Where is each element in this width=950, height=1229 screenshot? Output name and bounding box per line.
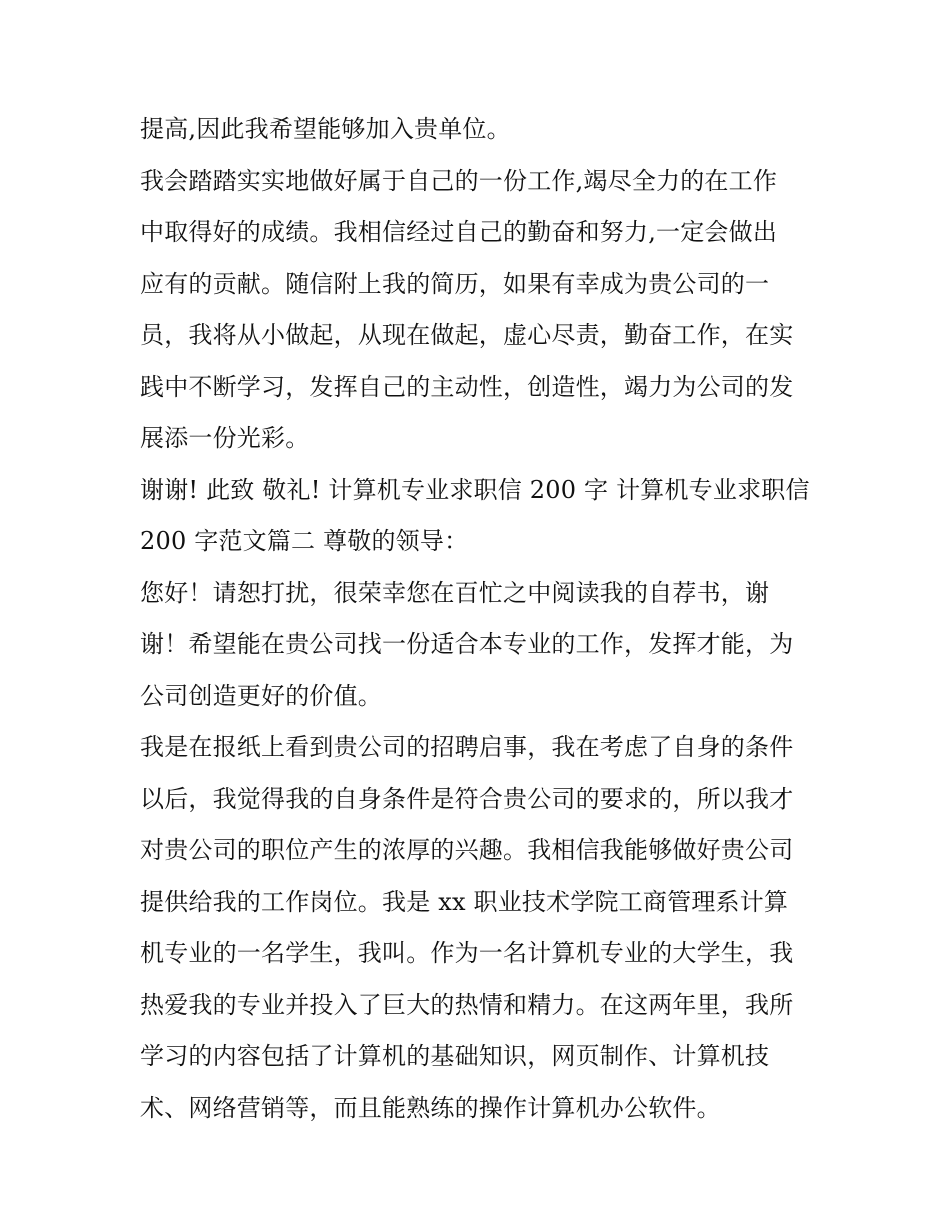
text-line: 应有的贡献。随信附上我的简历，如果有幸成为贵公司的一 xyxy=(140,269,770,298)
text-line: 谢谢! 此致 敬礼! 计算机专业求职信 200 字 计算机专业求职信 xyxy=(140,475,810,504)
text-line: 公司创造更好的价值。 xyxy=(140,681,382,710)
text-line: 中取得好的成绩。我相信经过自己的勤奋和努力,一定会做出 xyxy=(140,218,778,246)
document-body xyxy=(140,104,820,1134)
text-line: 展添一份光彩。 xyxy=(140,424,310,452)
text-line: 员，我将从小做起，从现在做起，虚心尽责，勤奋工作，在实 xyxy=(140,321,794,349)
text-line: 我是在报纸上看到贵公司的招聘启事，我在考虑了自身的条件 xyxy=(140,733,794,761)
text-line: 学习的内容包括了计算机的基础知识，网页制作、计算机技 xyxy=(140,1042,770,1070)
text-line: 200 字范文篇二 尊敬的领导： xyxy=(140,527,469,555)
text-line: 提高,因此我希望能够加入贵单位。 xyxy=(140,115,511,143)
text-line: 对贵公司的职位产生的浓厚的兴趣。我相信我能够做好贵公司 xyxy=(140,836,794,864)
text-line: 您好！请恕打扰，很荣幸您在百忙之中阅读我的自荐书，谢 xyxy=(140,578,770,607)
text-line: 机专业的一名学生，我叫。作为一名计算机专业的大学生，我 xyxy=(140,939,794,967)
text-line: 术、网络营销等，而且能熟练的操作计算机办公软件。 xyxy=(140,1093,721,1122)
text-line: 提供给我的工作岗位。我是 xx 职业技术学院工商管理系计算 xyxy=(140,887,789,916)
text-line: 谢！希望能在贵公司找一份适合本专业的工作，发挥才能，为 xyxy=(140,630,794,658)
text-line: 我会踏踏实实地做好属于自己的一份工作,竭尽全力的在工作 xyxy=(140,166,778,195)
text-line: 热爱我的专业并投入了巨大的热情和精力。在这两年里，我所 xyxy=(140,990,794,1019)
text-line: 践中不断学习，发挥自己的主动性，创造性，竭力为公司的发 xyxy=(140,372,794,401)
text-line: 以后，我觉得我的自身条件是符合贵公司的要求的，所以我才 xyxy=(140,784,794,813)
